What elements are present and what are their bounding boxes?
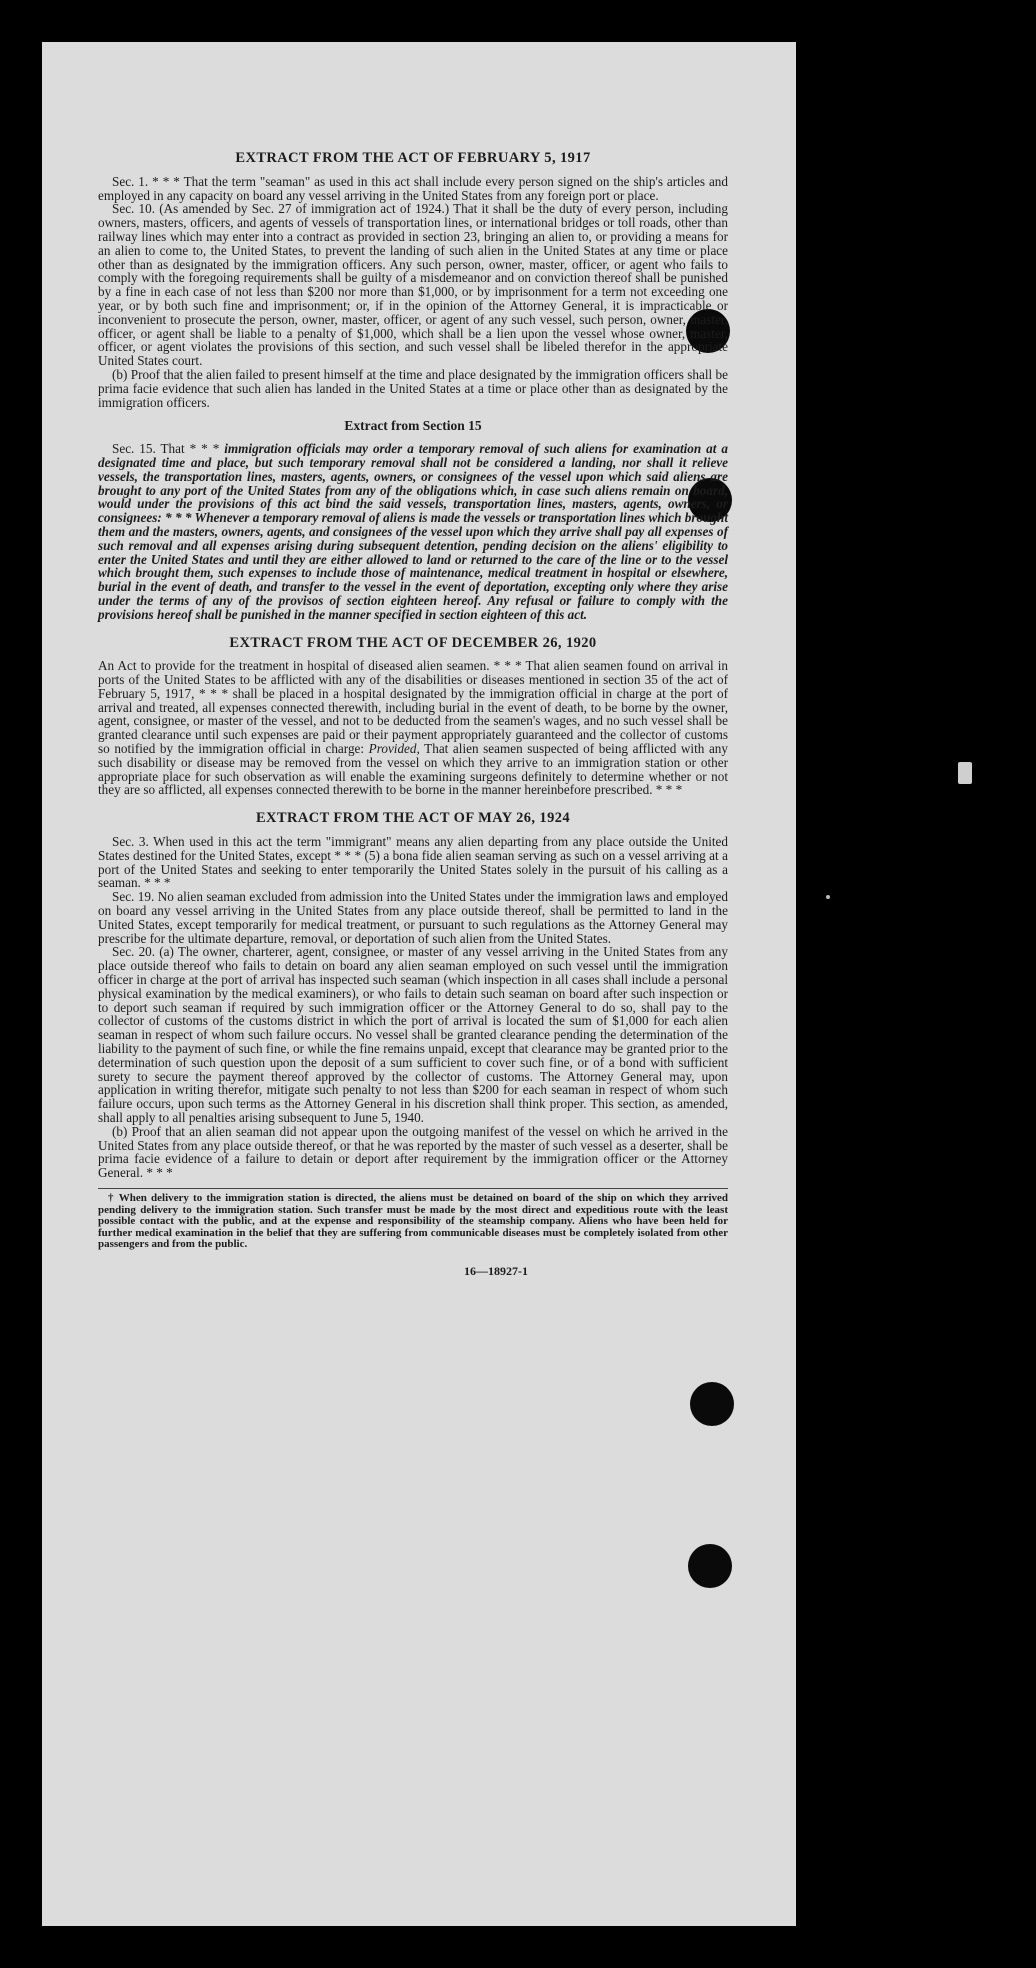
scan-artifact xyxy=(958,762,972,784)
paragraph: Sec. 10. (As amended by Sec. 27 of immigration act of 1924.) That it shall be the duty of every person, including owners, masters, officers, and agents of vessels of transportation lines, or international bridges or toll roads, other than railway lines which may enter into a contract as provided in section 23, bringing an alien to, or providing a means for an alien to come to, the United States, to prevent the landing of such alien in the United States at any time or place other than as designated by the immigration officers. Any such person, owner, master, officer, or agent who fails to comply with the foregoing requirements shall be guilty of a misdemeanor and on conviction thereof shall be punished by a fine in each case of not less than $200 nor more than $1,000, or by imprisonment for a term not exceeding one year, or by both such fine and imprisonment; or, if in the opinion of the Attorney General, it is impracticable or inconvenient to prosecute the person, owner, master, officer, or agent of any such vessel, such person, owner, master, officer, or agent shall be liable to a penalty of $1,000, which shall be a lien upon the vessel whose owner, master, officer, or agent violates the provisions of this section, and such vessel shall be libeled therefor in the appropriate United States court. xyxy=(98,201,728,369)
document-body xyxy=(98,48,728,1279)
punch-hole xyxy=(690,1382,734,1426)
paragraph: Sec. 20. (a) The owner, charterer, agent, consignee, or master of any vessel arriving in the United States from any place outside thereof who fails to detain on board any alien seaman employed on such vessel until the immigration officer in charge at the port of arrival has inspected such seaman (which inspection in all cases shall include a personal physical examination by the medical examiners), or who fails to detain such seaman on board after such inspection or to deport such seaman if required by such immigration officer or the Attorney General to do so, shall pay to the collector of customs of the customs district in which the port of arrival is located the sum of $1,000 for each alien seaman in respect of whom such failure occurs. No vessel shall be granted clearance pending the determination of the liability to the payment of such fine, or while the fine remains unpaid, except that clearance may be granted prior to the determination of such question upon the deposit of a sum sufficient to cover such fine, or of a bond with sufficient surety to secure the payment thereof approved by the collector of customs. The Attorney General may, upon application in writing therefor, mitigate such penalty to not less than $200 for each seaman in respect of whom such failure occurs, upon such terms as the Attorney General in his discretion shall think proper. This section, as amended, shall apply to all penalties arising subsequent to June 5, 1940. xyxy=(98,944,728,1125)
paragraph: Sec. 3. When used in this act the term "immigrant" means any alien departing from any place outside the United States destined for the United States, except * * * (5) a bona fide alien seaman serving as such on a vessel arriving at a port of the United States and seeking to enter temporarily the United States solely in the pursuit of his calling as a seaman. * * * xyxy=(98,834,728,891)
paragraph xyxy=(98,442,728,621)
paragraph-text: An Act to provide for the treatment in hospital of diseased alien seamen. * * * That alien seamen found on arrival in ports of the United States to be afflicted with any of the disabilities or diseases mentioned in section 35 of the act of February 5, 1917, * * * shall be placed in a hospital designated by the immigration official in charge at the port of arrival and treated, all expenses connected therewith, including burial in the event of death, to be borne by the owner, agent, consignee, or master of the vessel, and not to be deducted from the seamen's wages, and no such vessel shall be granted clearance until such expenses are paid or their payment appropriately guaranteed and the collector of customs so notified by the immigration official in charge: xyxy=(98,658,728,757)
scan-artifact xyxy=(826,895,830,899)
section-subheading: Extract from Section 15 xyxy=(344,418,482,434)
section-heading: EXTRACT FROM THE ACT OF FEBRUARY 5, 1917 xyxy=(235,150,591,166)
paragraph-body: immigration officials may order a temporary removal of such aliens for examination at a designated time and place, but such temporary removal shall not be considered a landing, nor shall it relieve vessels, the transportation lines, masters, agents, owners, or consignees of the vessel upon which said aliens are brought to any port of the United States from any of the obligations which, in case such aliens remain on board, would under the provisions of this act bind the said vessels, transportation lines, masters, agents, owners, or consignees: * * * Whenever a temporary removal of aliens is made the vessels or transportation lines which brought them and the masters, owners, agents, and consignees of the vessel upon which they arrive shall pay all expenses of such removal and all expenses arising during subsequent detention, pending decision on the aliens' eligibility to enter the United States and until they are either allowed to land or returned to the care of the line or to the vessel which brought them, such expenses to include those of maintenance, medical treatment in hospital or elsewhere, burial in the event of death, and transfer to the vessel in the event of deportation, excepting only where they arise under the terms of any of the provisos of section eighteen hereof. Any refusal or failure to comply with the provisions hereof shall be punished in the manner specified in section eighteen of this act. xyxy=(98,441,728,622)
paragraph: (b) Proof that an alien seaman did not appear upon the outgoing manifest of the vessel on which he arrived in the United States from any place outside thereof, or that he was reported by the master of such vessel as a deserter, shall be prima facie evidence of a failure to detain or deport after requirement by the immigration officer or the Attorney General. * * * xyxy=(98,1123,728,1181)
paragraph: Sec. 19. No alien seaman excluded from admission into the United States under the immigration laws and employed on board any vessel arriving in the United States from any place outside thereof, shall be permitted to land in the United States, except temporarily for medical treatment, or pursuant to such regulations as the Attorney General may prescribe for the ultimate departure, removal, or deportation of such alien from the United States. xyxy=(98,889,728,946)
form-number: 16—18927-1 xyxy=(464,1263,528,1278)
paragraph-lead: Sec. 15. That * * * xyxy=(112,441,220,457)
paragraph: Sec. 1. * * * That the term "seaman" as used in this act shall include every person signed on the ship's articles and employed in any capacity on board any vessel arriving in the United States from any foreign port or place. xyxy=(98,173,728,203)
paragraph xyxy=(98,659,728,797)
section-heading: EXTRACT FROM THE ACT OF DECEMBER 26, 1920 xyxy=(229,634,597,651)
punch-hole xyxy=(688,1544,732,1588)
paragraph-text: That alien seamen suspected of being afflicted with any such disability or disease may be removed from the vessel on which they arrive to an immigration station or other appropriate place for such observation as will enable the examining surgeons definitely to determine whether or not they are so afflicted, all expenses connected therewith to be borne in the manner hereinbefore prescribed. * * * xyxy=(98,741,728,798)
footnote: † When delivery to the immigration station is directed, the aliens must be detained on board of the ship on which they arrived pending delivery to the immigration station. Such transfer must be made by the most direct and expeditious route with the least possible contact with the public, and at the expense and responsibility of the steamship company. Aliens who have been held for further medical examination in the belief that they are suffering from communicable diseases must be completely isolated from other passengers and from the public. xyxy=(98,1188,728,1251)
proviso-text: Provided, xyxy=(368,741,420,757)
paragraph: (b) Proof that the alien failed to present himself at the time and place designated by the immigration officers shall be prima facie evidence that such alien has landed in the United States at a time or place other than as designated by the immigration officers. xyxy=(98,366,728,410)
section-heading: EXTRACT FROM THE ACT OF MAY 26, 1924 xyxy=(255,810,571,827)
